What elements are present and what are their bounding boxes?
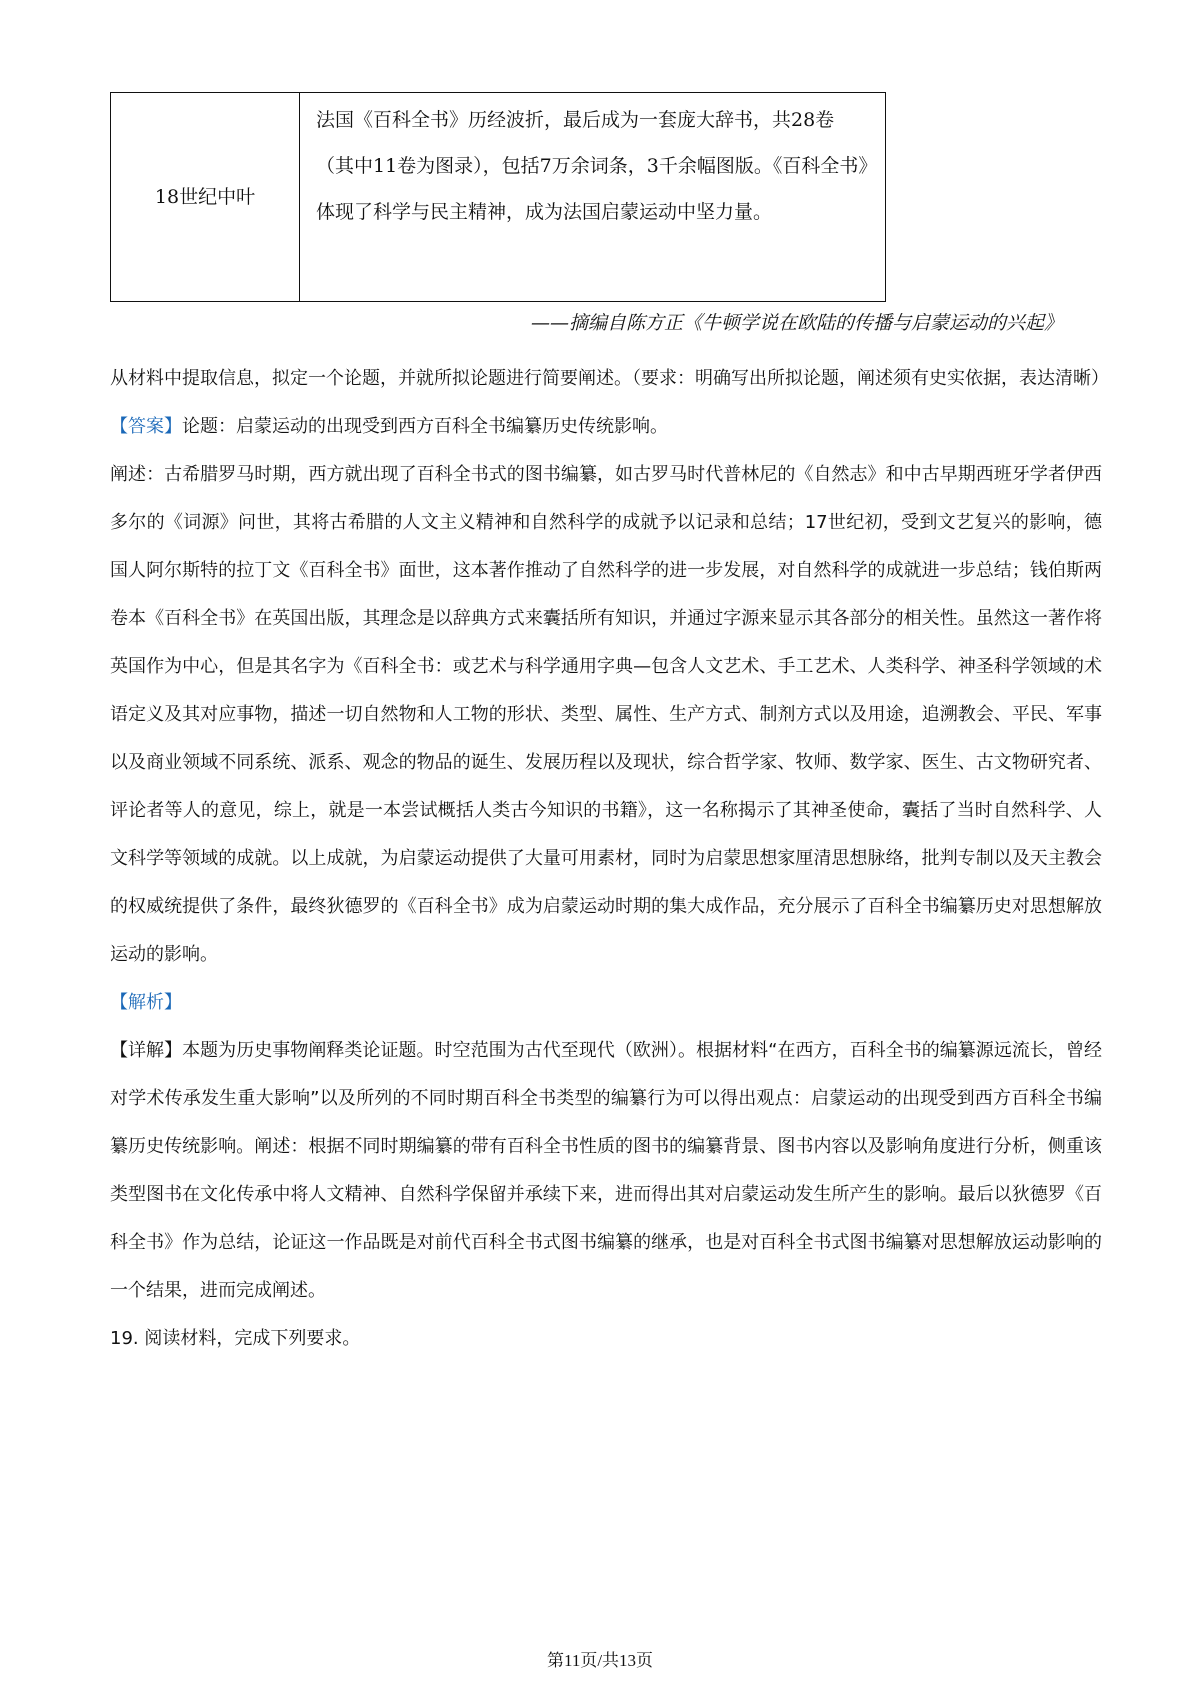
content-cell: 法国《百科全书》历经波折，最后成为一套庞大辞书，共28卷（其中11卷为图录），包括7万余词条，3千余幅图版。《百科全书》体现了科学与民主精神，成为法国启蒙运动中坚力量。 [300,93,886,302]
page-number: 第11页/共13页 [546,1651,654,1670]
analysis-label: 【解析】 [110,992,182,1013]
source-citation: ——摘编自陈方正《牛顿学说在欧陆的传播与启蒙运动的兴起》 [530,312,1063,334]
question-body [110,355,1109,1363]
answer-elaboration: 阐述：古希腊罗马时期，西方就出现了百科全书式的图书编纂，如古罗马时代普林尼的《自然志》和中古早期西班牙学者伊西多尔的《词源》问世，其将古希腊的人文主义精神和自然科学的成就予以记录和总结；17世纪初，受到文艺复兴的影响，德国人阿尔斯特的拉丁文《百科全书》面世，这本著作推动了自然科学的进一步发展，对自然科学的成就进一步总结；钱伯斯两卷本《百科全书》在英国出版，其理念是以辞典方式来囊括所有知识，并通过字源来显示其各部分的相关性。虽然这一著作将英国作为中心，但是其名字为《百科全书：或艺术与科学通用字典—包含人文艺术、手工艺术、人类科学、神圣科学领域的术语定义及其对应事物，描述一切自然物和人工物的形状、类型、属性、生产方式、制剂方式以及用途，追溯教会、平民、军事以及商业领域不同系统、派系、观念的物品的诞生、发展历程以及现状，综合哲学家、牧师、数学家、医生、古文物研究者、评论者等人的意见，综上，就是一本尝试概括人类古今知识的书籍》，这一名称揭示了其神圣使命，囊括了当时自然科学、人文科学等领域的成就。以上成就，为启蒙运动提供了大量可用素材，同时为启蒙思想家厘清思想脉络，批判专制以及天主教会的权威统提供了条件，最终狄德罗的《百科全书》成为启蒙运动时期的集大成作品，充分展示了百科全书编纂历史对思想解放运动的影响。 [110,464,1102,965]
question-prompt: 从材料中提取信息，拟定一个论题，并就所拟论题进行简要阐述。（要求：明确写出所拟论题，阐述须有史实依据，表达清晰） [110,368,1109,389]
next-question: 19. 阅读材料，完成下列要求。 [110,1328,361,1349]
analysis-detail: 【详解】本题为历史事物阐释类论证题。时空范围为古代至现代（欧洲）。根据材料“在西方，百科全书的编纂源远流长，曾经对学术传承发生重大影响”以及所列的不同时期百科全书类型的编纂行为可以得出观点：启蒙运动的出现受到西方百科全书编纂历史传统影响。阐述：根据不同时期编纂的带有百科全书性质的图书的编纂背景、图书内容以及影响角度进行分析，侧重该类型图书在文化传承中将人文精神、自然科学保留并承续下来，进而得出其对启蒙运动发生所产生的影响。最后以狄德罗《百科全书》作为总结，论证这一作品既是对前代百科全书式图书编纂的继承，也是对百科全书式图书编纂对思想解放运动影响的一个结果，进而完成阐述。 [110,1040,1102,1301]
analysis-heading [110,979,1102,1027]
material-table [110,92,886,302]
answer-label: 【答案】 [110,416,182,437]
answer-thesis [110,403,1102,451]
answer-thesis-text: 论题：启蒙运动的出现受到西方百科全书编纂历史传统影响。 [182,416,668,437]
table-row [111,93,886,302]
period-cell: 18世纪中叶 [111,93,300,302]
